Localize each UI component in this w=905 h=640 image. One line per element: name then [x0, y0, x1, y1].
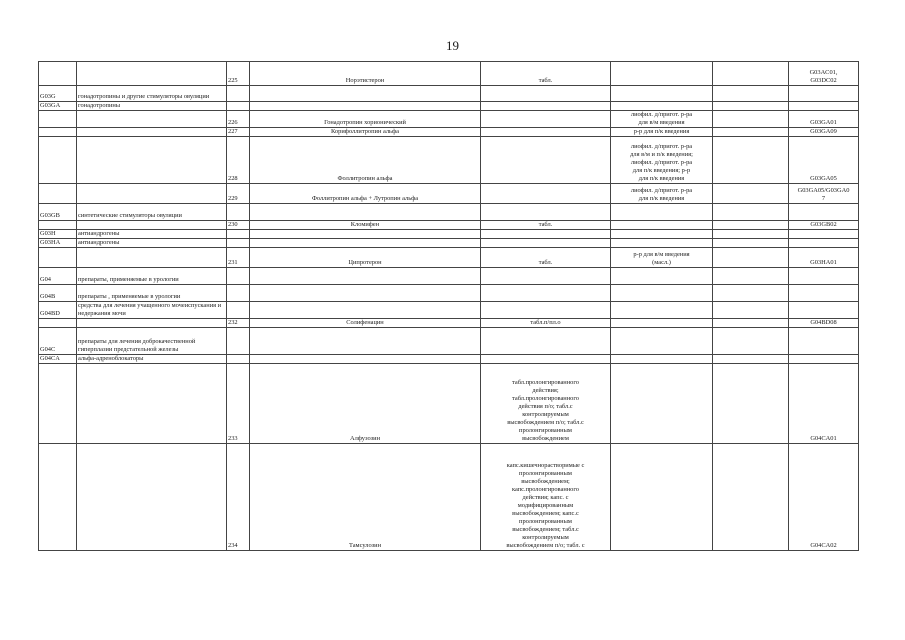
dosage-form-cell [481, 230, 611, 239]
note-cell [713, 221, 789, 230]
atc-code-cell: G03HA01 [789, 248, 859, 268]
atc-code-cell: G03AC01, G03DC02 [789, 62, 859, 86]
drug-name-cell [250, 102, 481, 111]
description-cell [77, 248, 227, 268]
code-cell: G03H [39, 230, 77, 239]
atc-code-cell [789, 102, 859, 111]
note-cell [713, 137, 789, 184]
atc-code-cell [789, 355, 859, 364]
note-cell [713, 128, 789, 137]
number-cell [227, 268, 250, 285]
note-cell [713, 364, 789, 444]
number-cell [227, 355, 250, 364]
dosage-form-cell [481, 111, 611, 128]
atc-code-cell [789, 302, 859, 319]
table-row [39, 355, 859, 364]
description-cell: препараты , применяемые в урологии [77, 285, 227, 302]
code-cell [39, 137, 77, 184]
code-cell [39, 62, 77, 86]
drug-name-cell [250, 230, 481, 239]
description-cell: антиандрогены [77, 230, 227, 239]
description-cell [77, 137, 227, 184]
injection-form-cell: р-р для п/к введения [611, 128, 713, 137]
table-row [39, 230, 859, 239]
code-cell: G04CA [39, 355, 77, 364]
code-cell [39, 444, 77, 551]
drug-list-table [38, 61, 859, 551]
number-cell: 226 [227, 111, 250, 128]
description-cell: препараты, применяемые в урологии [77, 268, 227, 285]
table-row [39, 328, 859, 355]
table-row [39, 364, 859, 444]
dosage-form-cell [481, 239, 611, 248]
table-row [39, 248, 859, 268]
drug-name-cell: Гонадотропин хорионический [250, 111, 481, 128]
dosage-form-cell: табл. [481, 248, 611, 268]
atc-code-cell: G04CA01 [789, 364, 859, 444]
note-cell [713, 248, 789, 268]
drug-name-cell [250, 239, 481, 248]
code-cell: G03GB [39, 204, 77, 221]
code-cell: G03GA [39, 102, 77, 111]
table-row [39, 239, 859, 248]
dosage-form-cell [481, 128, 611, 137]
description-cell: синтетические стимуляторы овуляции [77, 204, 227, 221]
code-cell [39, 319, 77, 328]
drug-name-cell: Алфузозин [250, 364, 481, 444]
number-cell [227, 204, 250, 221]
description-cell: альфа-адреноблокаторы [77, 355, 227, 364]
drug-name-cell [250, 328, 481, 355]
atc-code-cell [789, 285, 859, 302]
note-cell [713, 102, 789, 111]
injection-form-cell [611, 239, 713, 248]
drug-name-cell: Солифенацин [250, 319, 481, 328]
injection-form-cell [611, 230, 713, 239]
injection-form-cell: р-р для в/м введения (масл.) [611, 248, 713, 268]
note-cell [713, 285, 789, 302]
note-cell [713, 204, 789, 221]
note-cell [713, 444, 789, 551]
injection-form-cell [611, 221, 713, 230]
table-row [39, 268, 859, 285]
table-row [39, 128, 859, 137]
dosage-form-cell [481, 137, 611, 184]
description-cell [77, 184, 227, 204]
number-cell [227, 285, 250, 302]
dosage-form-cell [481, 302, 611, 319]
note-cell [713, 62, 789, 86]
table-row [39, 319, 859, 328]
injection-form-cell [611, 328, 713, 355]
table-row [39, 444, 859, 551]
code-cell [39, 128, 77, 137]
number-cell [227, 86, 250, 102]
drug-name-cell [250, 355, 481, 364]
code-cell [39, 221, 77, 230]
dosage-form-cell [481, 355, 611, 364]
note-cell [713, 319, 789, 328]
description-cell: средства для лечения учащенного мочеиспускания и недержания мочи [77, 302, 227, 319]
dosage-form-cell: табл. [481, 62, 611, 86]
description-cell: препараты для лечения доброкачественной гиперплазии предстательной железы [77, 328, 227, 355]
dosage-form-cell [481, 184, 611, 204]
drug-name-cell: Фоллитропин альфа [250, 137, 481, 184]
description-cell [77, 364, 227, 444]
code-cell: G04 [39, 268, 77, 285]
injection-form-cell [611, 319, 713, 328]
injection-form-cell [611, 102, 713, 111]
drug-name-cell: Норэтистерон [250, 62, 481, 86]
number-cell: 234 [227, 444, 250, 551]
atc-code-cell: G03GA09 [789, 128, 859, 137]
drug-name-cell: Фоллитропин альфа + Лутропин альфа [250, 184, 481, 204]
note-cell [713, 86, 789, 102]
description-cell [77, 62, 227, 86]
atc-code-cell: G03GA01 [789, 111, 859, 128]
injection-form-cell: лиофил. д/пригот. р-ра для в/м и п/к введения; лиофил. д/пригот. р-ра для п/к введения; р-р для п/к введения [611, 137, 713, 184]
drug-name-cell [250, 285, 481, 302]
injection-form-cell [611, 268, 713, 285]
atc-code-cell [789, 204, 859, 221]
dosage-form-cell [481, 328, 611, 355]
description-cell: гонадотропины и другие стимуляторы овуляции [77, 86, 227, 102]
note-cell [713, 355, 789, 364]
atc-code-cell [789, 328, 859, 355]
drug-name-cell [250, 268, 481, 285]
dosage-form-cell [481, 285, 611, 302]
code-cell: G04B [39, 285, 77, 302]
description-cell: гонадотропины [77, 102, 227, 111]
number-cell [227, 102, 250, 111]
dosage-form-cell: табл. [481, 221, 611, 230]
atc-code-cell [789, 239, 859, 248]
table-row [39, 204, 859, 221]
note-cell [713, 239, 789, 248]
dosage-form-cell [481, 86, 611, 102]
injection-form-cell [611, 204, 713, 221]
description-cell [77, 111, 227, 128]
code-cell: G04C [39, 328, 77, 355]
drug-name-cell: Корифоллитропин альфа [250, 128, 481, 137]
injection-form-cell: лиофил. д/пригот. р-ра для п/к введения [611, 184, 713, 204]
atc-code-cell: G03GB02 [789, 221, 859, 230]
injection-form-cell [611, 444, 713, 551]
code-cell [39, 184, 77, 204]
table-row [39, 102, 859, 111]
atc-code-cell [789, 86, 859, 102]
code-cell: G04BD [39, 302, 77, 319]
dosage-form-cell [481, 204, 611, 221]
description-cell [77, 319, 227, 328]
code-cell: G03HA [39, 239, 77, 248]
dosage-form-cell: табл.пролонгированного действия; табл.пролонгированного действия п/о; табл.с контролируемым высвобождением п/о; табл.с пролонгированным высвобождением [481, 364, 611, 444]
table-row [39, 137, 859, 184]
injection-form-cell [611, 364, 713, 444]
number-cell [227, 239, 250, 248]
number-cell: 225 [227, 62, 250, 86]
note-cell [713, 230, 789, 239]
description-cell [77, 221, 227, 230]
atc-code-cell [789, 230, 859, 239]
injection-form-cell [611, 302, 713, 319]
drug-name-cell: Кломифен [250, 221, 481, 230]
code-cell [39, 364, 77, 444]
note-cell [713, 111, 789, 128]
number-cell: 230 [227, 221, 250, 230]
code-cell [39, 248, 77, 268]
number-cell [227, 230, 250, 239]
atc-code-cell: G04CA02 [789, 444, 859, 551]
number-cell: 232 [227, 319, 250, 328]
number-cell [227, 302, 250, 319]
injection-form-cell [611, 285, 713, 302]
atc-code-cell [789, 268, 859, 285]
dosage-form-cell [481, 102, 611, 111]
drug-name-cell [250, 86, 481, 102]
drug-name-cell: Ципротерон [250, 248, 481, 268]
number-cell: 231 [227, 248, 250, 268]
description-cell [77, 444, 227, 551]
dosage-form-cell: капс.кишечнорастворимые с пролонгированным высвобождением; капс.пролонгированного действия; капс. с модифицированным высвобождением; капс.с пролонгированным высвобождением; табл.с контролируемым высвобождением п/о; табл. с [481, 444, 611, 551]
number-cell: 233 [227, 364, 250, 444]
note-cell [713, 184, 789, 204]
atc-code-cell: G03GA05/G03GA0 7 [789, 184, 859, 204]
injection-form-cell [611, 355, 713, 364]
injection-form-cell [611, 62, 713, 86]
table-row [39, 302, 859, 319]
table-row [39, 111, 859, 128]
number-cell: 228 [227, 137, 250, 184]
code-cell: G03G [39, 86, 77, 102]
table-row [39, 62, 859, 86]
injection-form-cell [611, 86, 713, 102]
table-row [39, 86, 859, 102]
table-row [39, 221, 859, 230]
description-cell [77, 128, 227, 137]
dosage-form-cell: табл.п/пл.о [481, 319, 611, 328]
note-cell [713, 302, 789, 319]
number-cell: 227 [227, 128, 250, 137]
number-cell [227, 328, 250, 355]
note-cell [713, 268, 789, 285]
table-row [39, 184, 859, 204]
code-cell [39, 111, 77, 128]
drug-name-cell: Тамсулозин [250, 444, 481, 551]
page-number: 19 [446, 38, 459, 53]
table-row [39, 285, 859, 302]
drug-name-cell [250, 302, 481, 319]
note-cell [713, 328, 789, 355]
atc-code-cell: G03GA05 [789, 137, 859, 184]
dosage-form-cell [481, 268, 611, 285]
injection-form-cell: лиофил. д/пригот. р-ра для в/м введения [611, 111, 713, 128]
number-cell: 229 [227, 184, 250, 204]
atc-code-cell: G04BD08 [789, 319, 859, 328]
drug-name-cell [250, 204, 481, 221]
description-cell: антиандрогены [77, 239, 227, 248]
